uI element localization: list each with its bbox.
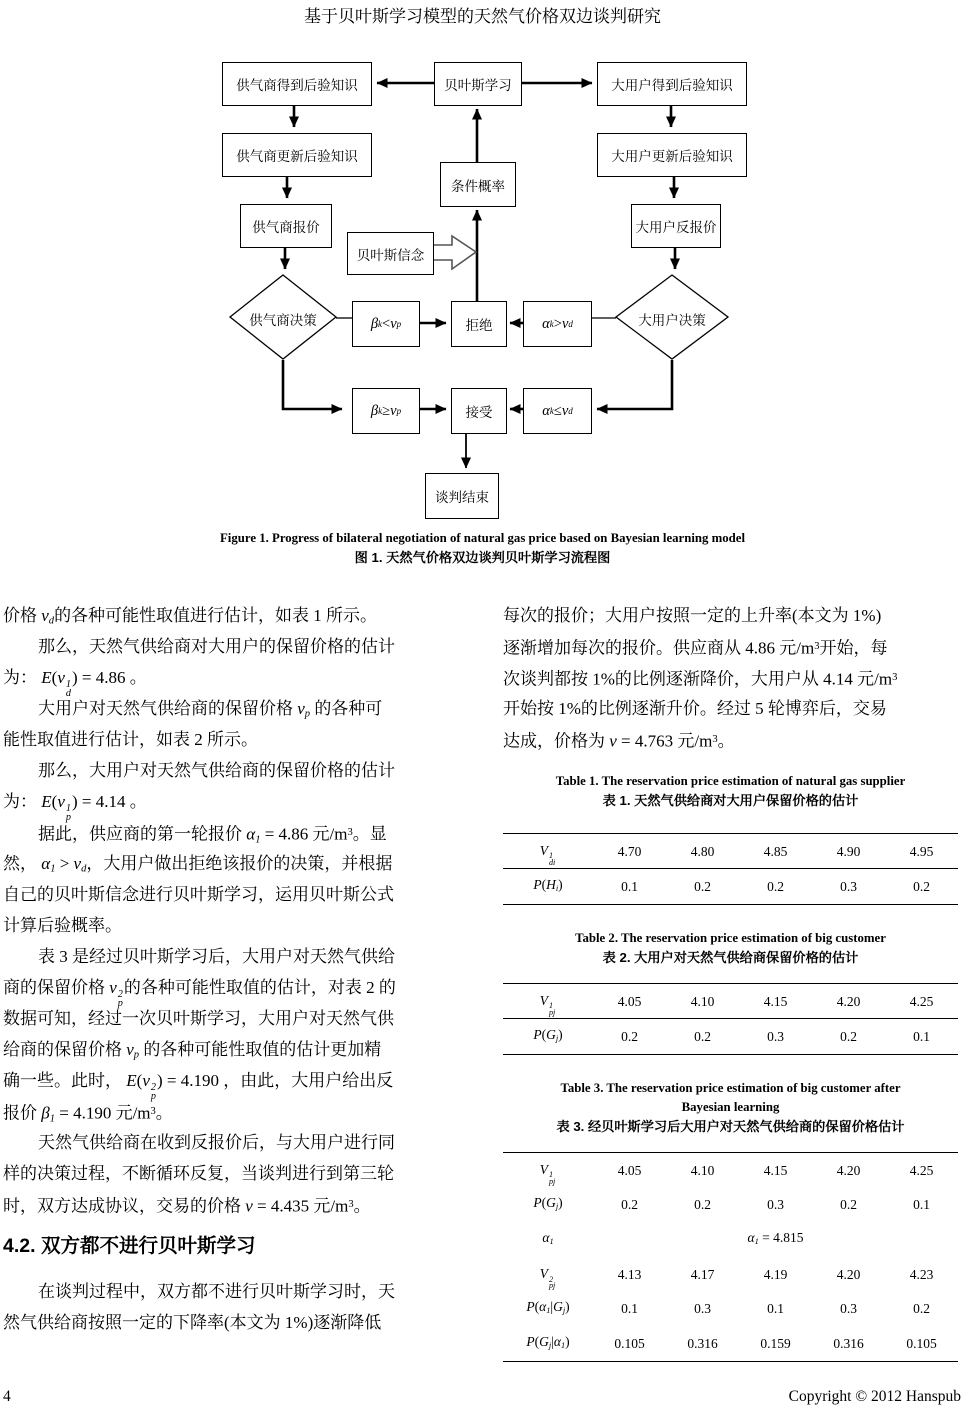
text-line: 然气供给商按照一定的下降率(本文为 1%)逐渐降低 — [3, 1313, 382, 1332]
copyright-notice: Copyright © 2012 Hanspub — [788, 1388, 961, 1405]
table-cell: 0.2 — [812, 1019, 885, 1055]
table-row-label: V 1 pj — [503, 1153, 593, 1188]
arrow-customer-decision-to-alphale — [597, 360, 672, 409]
table-row-label: P(Gj|α1) — [503, 1326, 593, 1362]
flowchart-arrows — [0, 50, 965, 528]
table-row-label: V 1 di — [503, 834, 593, 869]
flow-node-negotiation-end: 谈判结束 — [425, 473, 499, 519]
right-column — [503, 600, 958, 1362]
text-line: 数据可知，经过一次贝叶斯学习，大用户对天然气供 — [3, 1009, 394, 1028]
text-line: 天然气供给商在收到反报价后，与大用户进行同 — [38, 1133, 395, 1152]
table-row-label: P(Hi) — [503, 869, 593, 905]
text-line: 然， α1 > vd，大用户做出拒绝该报价的决策，并根据 — [3, 854, 393, 875]
table-cell: 4.13 — [617, 1266, 642, 1282]
table-span-cell: α1 = 4.815 — [747, 1230, 804, 1247]
table-cell: 0.316 — [812, 1326, 885, 1362]
text-line: 在谈判过程中，双方都不进行贝叶斯学习时，天 — [38, 1282, 395, 1301]
flow-node-bayes-learning: 贝叶斯学习 — [434, 62, 522, 106]
table-cell: 0.2 — [694, 1197, 711, 1213]
table-row — [503, 1019, 958, 1055]
table-cell: 0.2 — [913, 1301, 930, 1317]
text-line: 大用户对天然气供给商的保留价格 vp 的各种可 — [38, 699, 383, 720]
table-cell: 0.2 — [885, 869, 958, 905]
table-row — [503, 1326, 958, 1362]
right-column-text — [503, 600, 958, 755]
text-line: 逐渐增加每次的报价。供应商从 4.86 元$/m^3$开始，每 — [503, 638, 888, 658]
table-cell: 4.05 — [593, 984, 666, 1019]
table-cell: 4.23 — [909, 1266, 934, 1282]
text-line: 样的决策过程，不断循环反复，当谈判进行到第三轮 — [3, 1164, 394, 1183]
figure-caption-en: Figure 1. Progress of bilateral negotiation of natural gas price based on Bayesian learning model — [219, 531, 746, 545]
table-cell: 0.316 — [666, 1326, 739, 1362]
table-cell: 4.20 — [812, 1153, 885, 1188]
text-line: 确一些。此时， E(v 2 p ) = 4.190 ，由此，大用户给出反 — [3, 1071, 394, 1102]
table-cell: 0.3 — [694, 1301, 711, 1317]
table-cell: 0.159 — [739, 1326, 812, 1362]
table-cell: 4.20 — [812, 984, 885, 1019]
section-heading: 4.2. 双方都不进行贝叶斯学习 — [3, 1235, 256, 1257]
table2-caption — [503, 929, 958, 967]
text-line: 次谈判都按 1%的比例逐渐降价，大用户从 4.14 元$/m^3$ — [503, 669, 898, 689]
flow-node-customer-update-posterior: 大用户更新后验知识 — [597, 133, 747, 177]
page-header-title: 基于贝叶斯学习模型的天然气价格双边谈判研究 — [304, 7, 661, 26]
table3-caption — [503, 1079, 958, 1136]
figure-flowchart — [0, 50, 965, 528]
figure-caption — [0, 529, 965, 567]
text-line: 能性取值进行估计，如表 2 所示。 — [3, 730, 258, 749]
text-line: 表 3 是经过贝叶斯学习后，大用户对天然气供给 — [38, 947, 395, 966]
flow-node-condition-alpha-gt: α k > v d — [523, 301, 592, 347]
table-cell: 0.2 — [593, 1019, 666, 1055]
page-number: 4 — [3, 1388, 11, 1405]
text-line: 那么，大用户对天然气供给商的保留价格的估计 — [38, 761, 395, 780]
text-line: 时，双方达成协议，交易的价格 v = 4.435 元$/m^3$。 — [3, 1196, 371, 1216]
table-cell: 4.70 — [593, 834, 666, 869]
table-cell: 4.20 — [836, 1266, 861, 1282]
table3 — [503, 1152, 958, 1362]
flow-node-condition-beta-lt: β k < v p — [352, 301, 420, 347]
flow-node-customer-gain-posterior: 大用户得到后验知识 — [597, 62, 747, 106]
flow-node-bayes-belief: 贝叶斯信念 — [347, 232, 434, 275]
text-line: 报价 β1 = 4.190 元$/m^3$。 — [3, 1103, 173, 1125]
table-cell: 0.2 — [739, 869, 812, 905]
table-cell: 0.3 — [739, 1019, 812, 1055]
table2-caption-zh: 表 2. 大用户对天然气供给商保留价格的估计 — [602, 950, 859, 966]
table-cell: 4.19 — [763, 1266, 788, 1282]
table-row-label: P(Gj) — [503, 1019, 593, 1055]
flow-node-condition-alpha-le: α k ≤ v d — [523, 388, 592, 434]
text-line: 为： E(v 1 p ) = 4.14 。 — [3, 792, 147, 823]
left-column — [3, 600, 473, 1338]
text-line: 计算后验概率。 — [3, 916, 122, 935]
table-cell: 4.10 — [666, 1153, 739, 1188]
table-cell: 4.15 — [739, 1153, 812, 1188]
flow-node-reject: 拒绝 — [451, 301, 507, 347]
table-cell: 0.105 — [593, 1326, 666, 1362]
table-cell: 4.10 — [666, 984, 739, 1019]
figure-caption-zh: 图 1. 天然气价格双边谈判贝叶斯学习流程图 — [354, 550, 611, 565]
table3-caption-en-line1: Table 3. The reservation price estimation of big customer after — [560, 1081, 901, 1096]
table-row — [503, 869, 958, 905]
table-row-label: V 1 pj — [503, 984, 593, 1019]
table-cell: 0.3 — [812, 869, 885, 905]
flow-node-customer-counter-offer: 大用户反报价 — [631, 204, 721, 248]
table1-caption-en: Table 1. The reservation price estimation of natural gas supplier — [555, 774, 906, 788]
text-line: 开始按 1%的比例逐渐升价。经过 5 轮博弈后，交易 — [503, 699, 887, 718]
table-cell: 0.2 — [666, 1019, 739, 1055]
table-cell: 0.3 — [840, 1301, 857, 1317]
table-cell: 0.3 — [767, 1197, 784, 1213]
table-cell: 4.90 — [812, 834, 885, 869]
text-line: 给商的保留价格 vp 的各种可能性取值的估计更加精 — [3, 1040, 382, 1061]
table-cell: 0.105 — [885, 1326, 958, 1362]
table-row — [503, 984, 958, 1019]
table-cell: 0.1 — [593, 869, 666, 905]
table-cell: 0.1 — [885, 1019, 958, 1055]
table-cell: 4.15 — [739, 984, 812, 1019]
text-line: 达成，价格为 v = 4.763 元$/m^3$。 — [503, 731, 735, 751]
table3-caption-en-line2: Bayesian learning — [681, 1100, 780, 1115]
table-cell: 4.05 — [593, 1153, 666, 1188]
table-cell: 0.2 — [666, 869, 739, 905]
table-cell: 4.80 — [666, 834, 739, 869]
table-row — [503, 1187, 958, 1222]
table-cell: 4.95 — [885, 834, 958, 869]
text-line: 那么，天然气供给商对大用户的保留价格的估计 — [38, 637, 395, 656]
flow-node-supplier-decision-label: 供气商决策 — [249, 313, 317, 328]
text-line: 为： E(v 1 d ) = 4.86 。 — [3, 668, 147, 699]
table3-caption-zh: 表 3. 经贝叶斯学习后大用户对天然气供给商的保留价格估计 — [556, 1119, 905, 1135]
table-row-label: P(Gj) — [533, 1195, 563, 1212]
flow-node-customer-decision-label: 大用户决策 — [638, 313, 706, 328]
table-row-label: P(α1|Gj) — [526, 1299, 570, 1316]
flow-node-conditional-probability: 条件概率 — [440, 162, 516, 207]
flow-node-supplier-offer: 供气商报价 — [240, 204, 332, 248]
table-cell: 0.2 — [840, 1197, 857, 1213]
text-line: 价格 vd的各种可能性取值进行估计，如表 1 所示。 — [3, 606, 378, 627]
table1-caption — [503, 772, 958, 810]
table-cell: 0.1 — [621, 1301, 638, 1317]
table-row — [503, 1291, 958, 1326]
flow-node-supplier-update-posterior: 供气商更新后验知识 — [222, 133, 372, 177]
table-cell: 4.25 — [885, 1153, 958, 1188]
table-cell: 4.25 — [885, 984, 958, 1019]
block-arrow-belief-to-condprob — [432, 236, 476, 269]
table2-caption-en: Table 2. The reservation price estimation of big customer — [575, 931, 886, 946]
text-line: 每次的报价；大用户按照一定的上升率(本文为 1%) — [503, 606, 882, 625]
table2 — [503, 983, 958, 1055]
flow-node-accept: 接受 — [451, 388, 507, 434]
table-row-label: V 2 pj — [539, 1266, 556, 1291]
table-row-label: α1 — [542, 1230, 554, 1247]
table-cell: 0.1 — [913, 1197, 930, 1213]
table-cell: 0.2 — [621, 1197, 638, 1213]
text-line: 自己的贝叶斯信念进行贝叶斯学习，运用贝叶斯公式 — [3, 885, 394, 904]
table-row — [503, 834, 958, 869]
table-cell: 4.85 — [739, 834, 812, 869]
table1-caption-zh: 表 1. 天然气供给商对大用户保留价格的估计 — [602, 793, 859, 808]
flow-node-condition-beta-ge: β k ≥ v p — [352, 388, 420, 434]
text-line: 据此，供应商的第一轮报价 α1 = 4.86 元$/m^3$。显 — [38, 824, 387, 846]
arrow-supplier-decision-to-betage — [283, 360, 342, 409]
table-row — [503, 1257, 958, 1291]
text-line: 商的保留价格 v 2 p 的各种可能性取值的估计，对表 2 的 — [3, 978, 396, 1009]
flow-node-supplier-gain-posterior: 供气商得到后验知识 — [222, 62, 372, 106]
table-row — [503, 1153, 958, 1188]
table1 — [503, 833, 958, 905]
table-cell: 4.17 — [690, 1266, 715, 1282]
table-row — [503, 1222, 958, 1257]
table-cell: 0.1 — [767, 1301, 784, 1317]
